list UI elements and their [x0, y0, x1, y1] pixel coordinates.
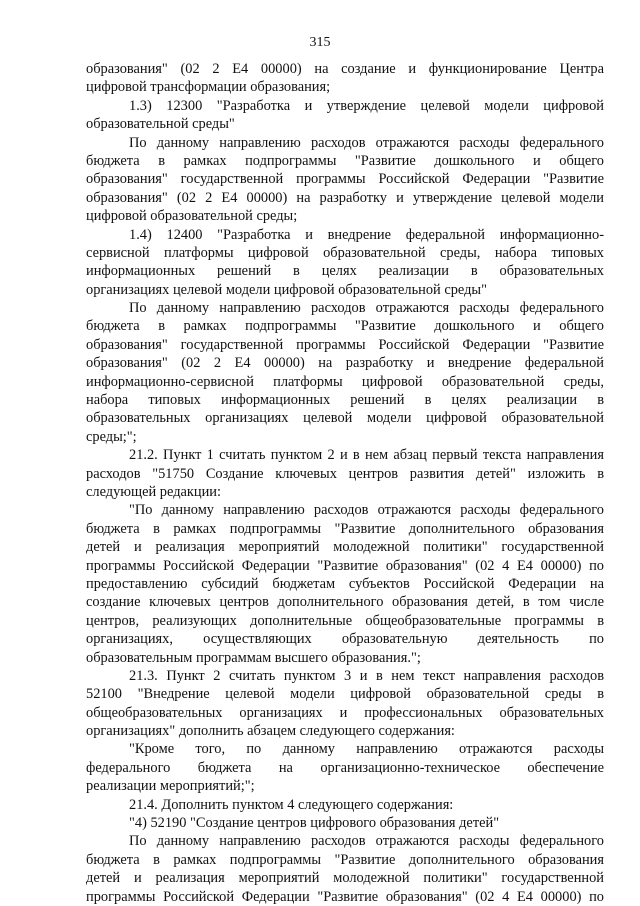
text-line: бюджета в рамках подпрограммы "Развитие дошкольного и общего [86, 152, 604, 169]
text-line: создание ключевых центров дополнительного образования детей, в том числе [86, 594, 604, 611]
text-line: По данному направлению расходов отражаются расходы федерального [129, 134, 604, 151]
text-line: образовательным программам высшего образования."; [86, 649, 421, 666]
page-number: 315 [309, 35, 331, 50]
text-line: бюджета в рамках подпрограммы "Развитие дошкольного и общего [86, 318, 604, 335]
text-line: организациях, осуществляющих образовательную деятельность по [86, 631, 604, 648]
text-line: информационных решений в целях реализации в образовательных [86, 263, 604, 280]
text-line: образования" государственной программы Российской Федерации "Развитие [86, 336, 604, 353]
text-line: организациях целевой модели цифровой образовательной среды" [86, 281, 487, 298]
text-line: бюджета в рамках подпрограммы "Развитие дополнительного образования [86, 520, 604, 537]
text-line: "По данному направлению расходов отражаются расходы федерального [129, 502, 604, 519]
text-line: среды;"; [86, 428, 137, 445]
text-line: набора типовых информационных решений в целях реализации в [86, 392, 604, 409]
text-line: предоставлению субсидий бюджетам субъектов Российской Федерации на [86, 575, 604, 592]
text-line: "4) 52190 "Создание центров цифрового образования детей" [129, 815, 500, 832]
text-line: 1.4) 12400 "Разработка и внедрение федеральной информационно- [129, 226, 604, 243]
text-line: 52100 "Внедрение целевой модели цифровой образовательной среды в [86, 686, 604, 703]
text-line: расходов "51750 Создание ключевых центров развития детей" изложить в [86, 465, 604, 482]
text-line: организациях" дополнить абзацем следующего содержания: [86, 723, 455, 740]
text-line: образовательной среды" [86, 116, 235, 133]
text-line: По данному направлению расходов отражаются расходы федерального [129, 833, 604, 850]
text-line: цифровой образовательной среды; [86, 208, 298, 225]
text-line: детей и реализация мероприятий молодежной политики" государственной [86, 539, 604, 556]
text-line: следующей редакции: [86, 483, 221, 500]
text-line: бюджета в рамках подпрограммы "Развитие дополнительного образования [86, 851, 604, 868]
text-line: 21.4. Дополнить пунктом 4 следующего содержания: [129, 796, 454, 813]
text-line: программы Российской Федерации "Развитие образования" (02 4 E4 00000) по [86, 557, 604, 574]
text-line: сервисной платформы цифровой образовательной среды, набора типовых [86, 244, 604, 261]
text-line: федерального бюджета на организационно-техническое обеспечение [86, 759, 604, 776]
text-line: образования" (02 2 E4 00000) на разработку и утверждение целевой модели [86, 189, 604, 206]
text-line: центров, реализующих дополнительные общеобразовательные программы в [86, 612, 604, 629]
text-line: общеобразовательных организациях и профессиональных образовательных [86, 704, 604, 721]
text-line: 21.2. Пункт 1 считать пунктом 2 и в нем абзац первый текста направления [129, 447, 604, 464]
text-line: детей и реализация мероприятий молодежной политики" государственной [86, 870, 604, 887]
text-line: образования" (02 2 E4 00000) на создание и функционирование Центра [86, 61, 604, 77]
text-line: программы Российской Федерации "Развитие образования" (02 4 E4 00000) по [86, 888, 604, 905]
text-line: образования" (02 2 E4 00000) на разработку и внедрение федеральной [86, 355, 604, 372]
document-body [86, 60, 604, 906]
text-line: 1.3) 12300 "Разработка и утверждение целевой модели цифровой [129, 97, 604, 114]
text-line: "Кроме того, по данному направлению отражаются расходы [129, 741, 604, 758]
text-line: цифровой трансформации образования; [86, 79, 331, 96]
text-line: информационно-сервисной платформы цифровой образовательной среды, [86, 373, 604, 390]
text-line: реализации мероприятий;"; [86, 778, 255, 795]
text-line: По данному направлению расходов отражаются расходы федерального [129, 300, 604, 317]
text-line: образования" государственной программы Российской Федерации "Развитие [86, 171, 604, 188]
text-line: образовательных организациях целевой модели цифровой образовательной [86, 410, 604, 427]
text-line: 21.3. Пункт 2 считать пунктом 3 и в нем текст направления расходов [129, 667, 604, 684]
